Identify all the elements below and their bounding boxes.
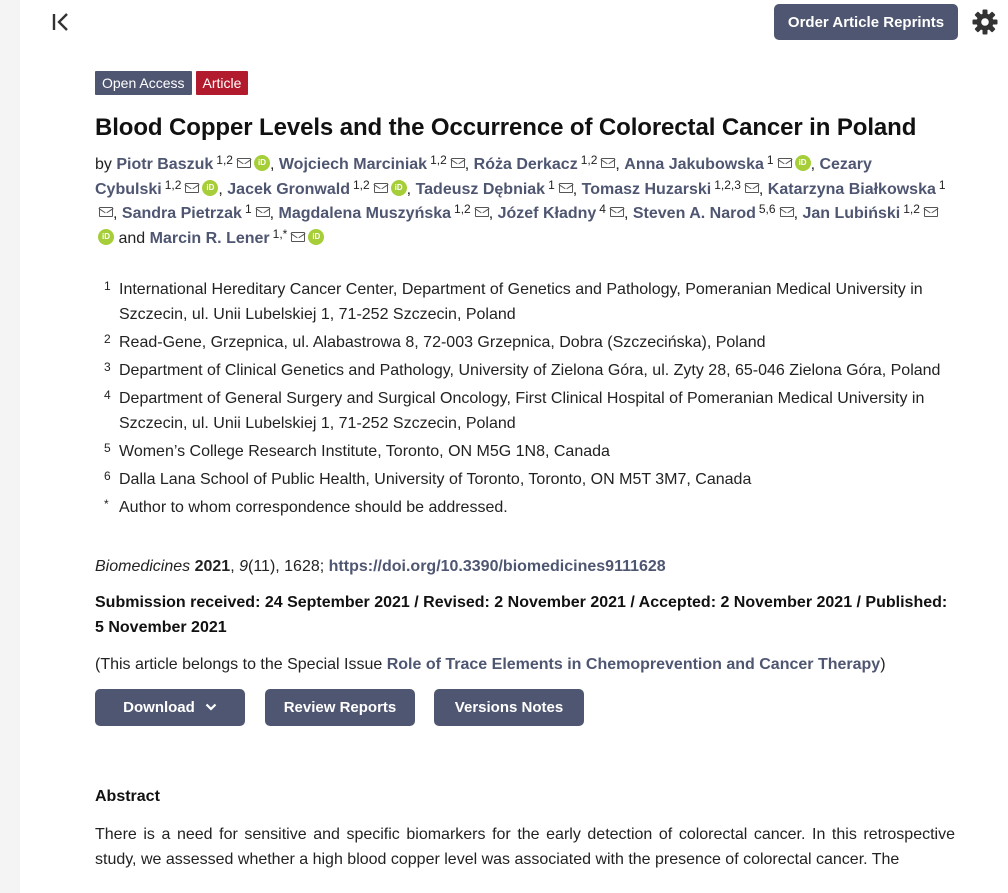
affiliation-text: Author to whom correspondence should be addressed. (119, 499, 508, 517)
gear-icon[interactable] (971, 8, 999, 36)
citation-issue-pages: (11), 1628; (248, 558, 325, 576)
mail-icon[interactable] (185, 183, 199, 193)
author-affiliation-numbers: 1,2 (903, 202, 920, 217)
affiliation-item (95, 359, 955, 384)
article-header (95, 71, 955, 872)
author-name[interactable]: Sandra Pietrzak (121, 205, 242, 223)
publication-dates: Submission received: 24 September 2021 / Revised: 2 November 2021 / Accepted: 2 November 2021 / Published: 5 November 2021 (95, 594, 948, 636)
author-name[interactable]: Wojciech Marciniak (278, 156, 428, 173)
orcid-icon[interactable]: iD (308, 229, 324, 245)
author-affiliation-numbers: 1 (548, 177, 555, 192)
author-name[interactable]: Marcin R. Lener (149, 230, 270, 248)
mail-icon[interactable] (780, 207, 794, 217)
special-issue-link[interactable]: Role of Trace Elements in Chemoprevention and Cancer Therapy (386, 655, 881, 673)
affiliation-item (95, 278, 955, 327)
affiliation-number: 5 (104, 441, 111, 456)
article-badges (95, 71, 955, 95)
affiliation-text: Department of Clinical Genetics and Pathology, University of Zielona Góra, ul. Zyty 28, 65-046 Zielona Góra, Poland (119, 361, 941, 379)
author-name[interactable]: Róża Derkacz (473, 156, 578, 173)
affiliation-text: International Hereditary Cancer Center, Department of Genetics and Pathology, Pomeranian Medical University in Szczecin, ul. Unii Lubelskiej 1, 71-252 Szczecin, Poland (119, 280, 923, 323)
download-label: Download (123, 698, 195, 716)
affiliation-number: * (104, 497, 109, 512)
affiliation-number: 1 (104, 278, 111, 293)
author-list: by Piotr Baszuk $^{1,2}$ iD , Wojciech Marciniak $^{1,2}$ , Róża Derkacz $^{1,2}$ , Anna Jakubowska $^1$ iD , Cezary Cybulski $^{1,2}$ iD , Jacek Gronwald $^{1,2}$ iD , Tadeusz Dębniak $^1$ , Tomasz Huzarski $^{1,2,3}$ , Katarzyna Białkowska $^1$, Sandra Pietrzak $^1$ , Magdalena Muszyńska $^{1,2}$ , Józef Kładny $^4$ , Steven A. Narod $^{5,6}$ , Jan Lubiński $^{1,2}$iD and Marcin R. Lener $^{1,*}$ iD (95, 153, 946, 248)
orcid-icon[interactable]: iD (202, 180, 218, 196)
author-name[interactable]: Jan Lubiński (802, 205, 901, 223)
citation-volume: 9 (239, 558, 248, 576)
author-name[interactable]: Tadeusz Dębniak (415, 180, 546, 198)
author-affiliation-numbers: 4 (599, 202, 606, 217)
affiliation-text: Dalla Lana School of Public Health, University of Toronto, Toronto, ON M5T 3M7, Canada (119, 471, 752, 489)
mail-icon[interactable] (610, 207, 624, 217)
affiliation-item (95, 387, 955, 436)
citation-year: 2021 (194, 558, 231, 576)
special-issue-prefix: (This article belongs to the Special Issue (95, 655, 383, 673)
doi-link[interactable]: https://doi.org/10.3390/biomedicines9111628 (328, 558, 666, 576)
author-name[interactable]: Piotr Baszuk (116, 156, 214, 173)
author-name[interactable]: Magdalena Muszyńska (278, 205, 452, 223)
article-type-badge: Article (196, 71, 249, 95)
affiliation-number: 2 (104, 331, 111, 346)
collapse-sidebar-icon[interactable] (50, 10, 74, 34)
orcid-icon[interactable]: iD (391, 180, 407, 196)
author-affiliation-numbers: 1,2 (580, 153, 598, 167)
special-issue-note (95, 653, 955, 677)
abstract-heading: Abstract (95, 787, 160, 805)
author-affiliation-numbers: 1,2 (430, 153, 447, 167)
citation: Biomedicines 2021, 9(11), 1628; https://doi.org/10.3390/biomedicines9111628 (95, 558, 666, 576)
special-issue-suffix: ) (880, 655, 886, 673)
versions-notes-button[interactable]: Versions Notes (434, 689, 584, 726)
author-affiliation-numbers: 1 (244, 202, 252, 217)
mail-icon[interactable] (291, 232, 305, 242)
author-affiliation-numbers: 1,2 (454, 202, 471, 217)
author-name[interactable]: Katarzyna Białkowska (767, 180, 936, 198)
orcid-icon[interactable]: iD (98, 229, 114, 245)
open-access-badge: Open Access (95, 71, 192, 95)
mail-icon[interactable] (745, 183, 759, 193)
author-name[interactable]: Tomasz Huzarski (581, 180, 712, 198)
mail-icon[interactable] (475, 207, 489, 217)
affiliation-item (95, 496, 955, 521)
mail-icon[interactable] (374, 183, 388, 193)
orcid-icon[interactable]: iD (795, 155, 811, 171)
affiliation-text: Women’s College Research Institute, Toronto, ON M5G 1N8, Canada (119, 443, 610, 461)
mail-icon[interactable] (451, 158, 465, 168)
mail-icon[interactable] (237, 158, 251, 168)
author-affiliation-numbers: 5,6 (758, 202, 776, 217)
affiliation-list (95, 278, 955, 521)
order-reprints-button[interactable]: Order Article Reprints (774, 4, 958, 40)
author-affiliation-numbers: 1 (938, 177, 946, 192)
chevron-down-icon (205, 703, 217, 711)
mail-icon[interactable] (256, 207, 270, 217)
article-title: Blood Copper Levels and the Occurrence of Colorectal Cancer in Poland (95, 114, 917, 141)
abstract-text: There is a need for sensitive and specific biomarkers for the early detection of colorectal cancer. In this retrospective study, we assessed whether a high blood copper level was associated with the presence of colorectal cancer. The (95, 825, 955, 868)
affiliation-number: 3 (104, 359, 111, 374)
mail-icon[interactable] (559, 183, 573, 193)
mail-icon[interactable] (601, 158, 615, 168)
author-affiliation-numbers: 1,2 (164, 177, 182, 192)
review-reports-button[interactable]: Review Reports (265, 689, 415, 726)
author-name[interactable]: Anna Jakubowska (624, 156, 764, 173)
article-actions (95, 689, 955, 726)
affiliation-item (95, 331, 955, 356)
mail-icon[interactable] (924, 207, 938, 217)
journal-name: Biomedicines (95, 558, 191, 576)
orcid-icon[interactable]: iD (254, 155, 270, 171)
authors-prefix: by (95, 156, 112, 173)
author-affiliation-numbers: 1,2 (352, 177, 370, 192)
author-name[interactable]: Cezary Cybulski (95, 156, 872, 198)
affiliation-item (95, 468, 955, 493)
affiliation-number: 6 (104, 469, 111, 484)
author-affiliation-numbers: 1 (766, 153, 774, 167)
author-name[interactable]: Jacek Gronwald (227, 180, 350, 198)
author-name[interactable]: Steven A. Narod (632, 205, 756, 223)
author-affiliation-numbers: 1,2 (216, 153, 233, 167)
mail-icon[interactable] (99, 207, 113, 217)
author-affiliation-numbers: 1,2,3 (714, 177, 741, 192)
download-button[interactable] (95, 689, 245, 726)
authors-conjunction: and (118, 230, 146, 248)
affiliation-text: Read-Gene, Grzepnica, ul. Alabastrowa 8, 72-003 Grzepnica, Dobra (Szczecińska), Poland (119, 333, 766, 351)
affiliation-number: 4 (104, 388, 111, 403)
affiliation-text: Department of General Surgery and Surgical Oncology, First Clinical Hospital of Pomeranian Medical University in Szczecin, ul. Unii Lubelskiej 1, 71-252 Szczecin, Poland (119, 390, 925, 432)
author-name[interactable]: Józef Kładny (497, 205, 597, 223)
affiliation-item (95, 440, 955, 465)
article-page (20, 0, 1008, 893)
author-affiliation-numbers: 1,* (272, 227, 288, 242)
mail-icon[interactable] (778, 158, 792, 168)
